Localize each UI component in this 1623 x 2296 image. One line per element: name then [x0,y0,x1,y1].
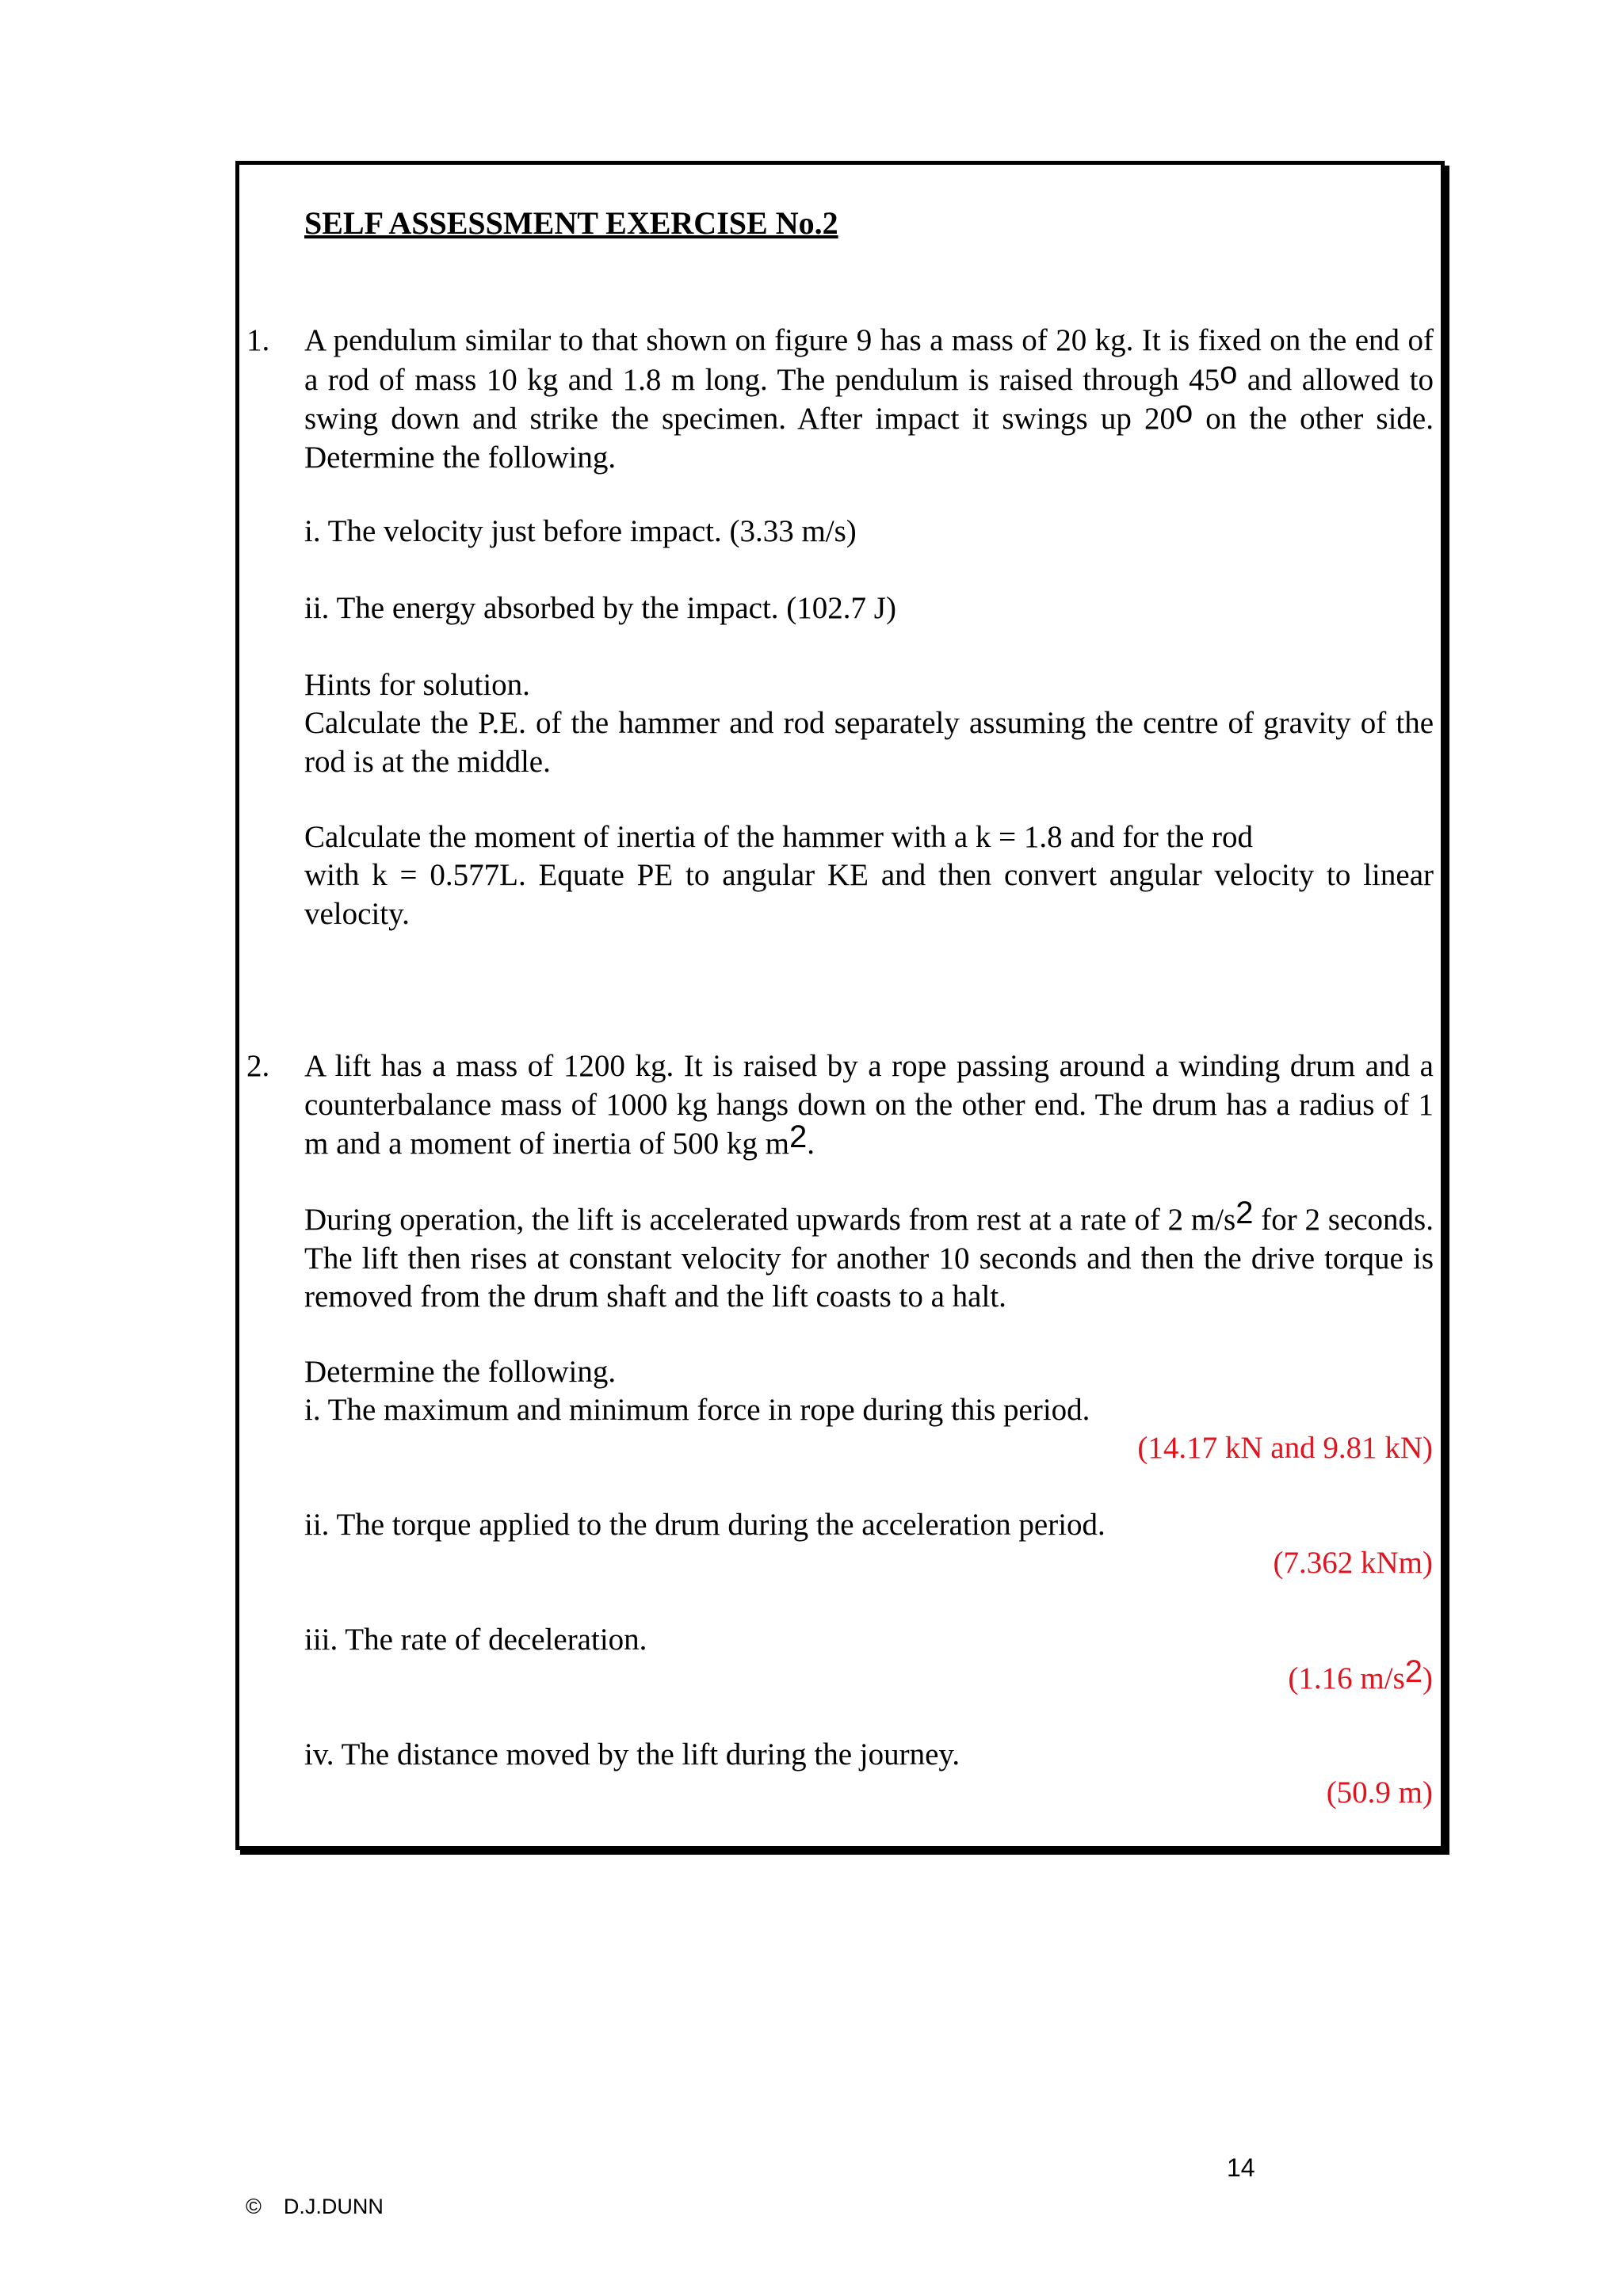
question-2-part-i: i. The maximum and minimum force in rope during this period. [304,1393,1090,1427]
author-name: D.J.DUNN [283,2195,384,2218]
question-1-number: 1. [246,323,270,357]
answer-part-ii: (7.362 kNm) [1273,1546,1433,1580]
question-1-text: A pendulum similar to that shown on figure 9 has a mass of 20 kg. It is fixed on the end of a rod of mass 10 kg and 1.8 m long. The pendulum is raised through 45o and allowed to swing down and strike the specimen. After impact it swings up 20o on the other side. Determine the following. [304,323,1434,475]
hint-1: Calculate the P.E. of the hammer and rod separately assuming the centre of gravity of the rod is at the middle. [304,706,1434,779]
question-2-part-iv: iv. The distance moved by the lift during the journey. [304,1737,960,1772]
question-1-part-i: i. The velocity just before impact. (3.33 m/s) [304,514,857,548]
squared-superscript: 2 [1404,1654,1423,1689]
copyright-notice [246,2195,384,2219]
copyright-icon: © [246,2195,262,2218]
hints-title: Hints for solution. [304,668,530,702]
squared-superscript: 2 [1235,1196,1254,1230]
question-2-determine: Determine the following. [304,1355,617,1389]
degree-superscript: o [1174,395,1193,429]
question-2-text: A lift has a mass of 1200 kg. It is raised by a rope passing around a winding drum and a counterbalance mass of 1000 kg hangs down on the other end. The drum has a radius of 1 m and a moment of inertia of 500 kg m2. [304,1049,1434,1161]
question-2-part-iii: iii. The rate of deceleration. [304,1623,647,1657]
page-number: 14 [1227,2153,1255,2182]
exercise-title: SELF ASSESSMENT EXERCISE No.2 [304,205,838,241]
hint-2-line-1: Calculate the moment of inertia of the hammer with a k = 1.8 and for the rod [304,820,1254,854]
question-1-part-ii: ii. The energy absorbed by the impact. (102.7 J) [304,591,896,625]
question-2-part-ii: ii. The torque applied to the drum during the acceleration period. [304,1508,1106,1542]
answer-part-i: (14.17 kN and 9.81 kN) [1137,1431,1433,1465]
answer-part-iv: (50.9 m) [1326,1775,1433,1810]
hint-2-rest: with k = 0.577L. Equate PE to angular KE and then convert angular velocity to linear velocity. [304,858,1434,931]
degree-superscript: o [1220,355,1238,391]
answer-part-iii: (1.16 m/s2) [1288,1654,1433,1695]
question-2-operation: During operation, the lift is accelerated upwards from rest at a rate of 2 m/s2 for 2 seconds. The lift then rises at constant velocity for another 10 seconds and then the drive torque is removed from the drum shaft and the lift coasts to a halt. [304,1196,1434,1314]
question-2-number: 2. [246,1049,270,1083]
squared-superscript: 2 [789,1119,808,1154]
